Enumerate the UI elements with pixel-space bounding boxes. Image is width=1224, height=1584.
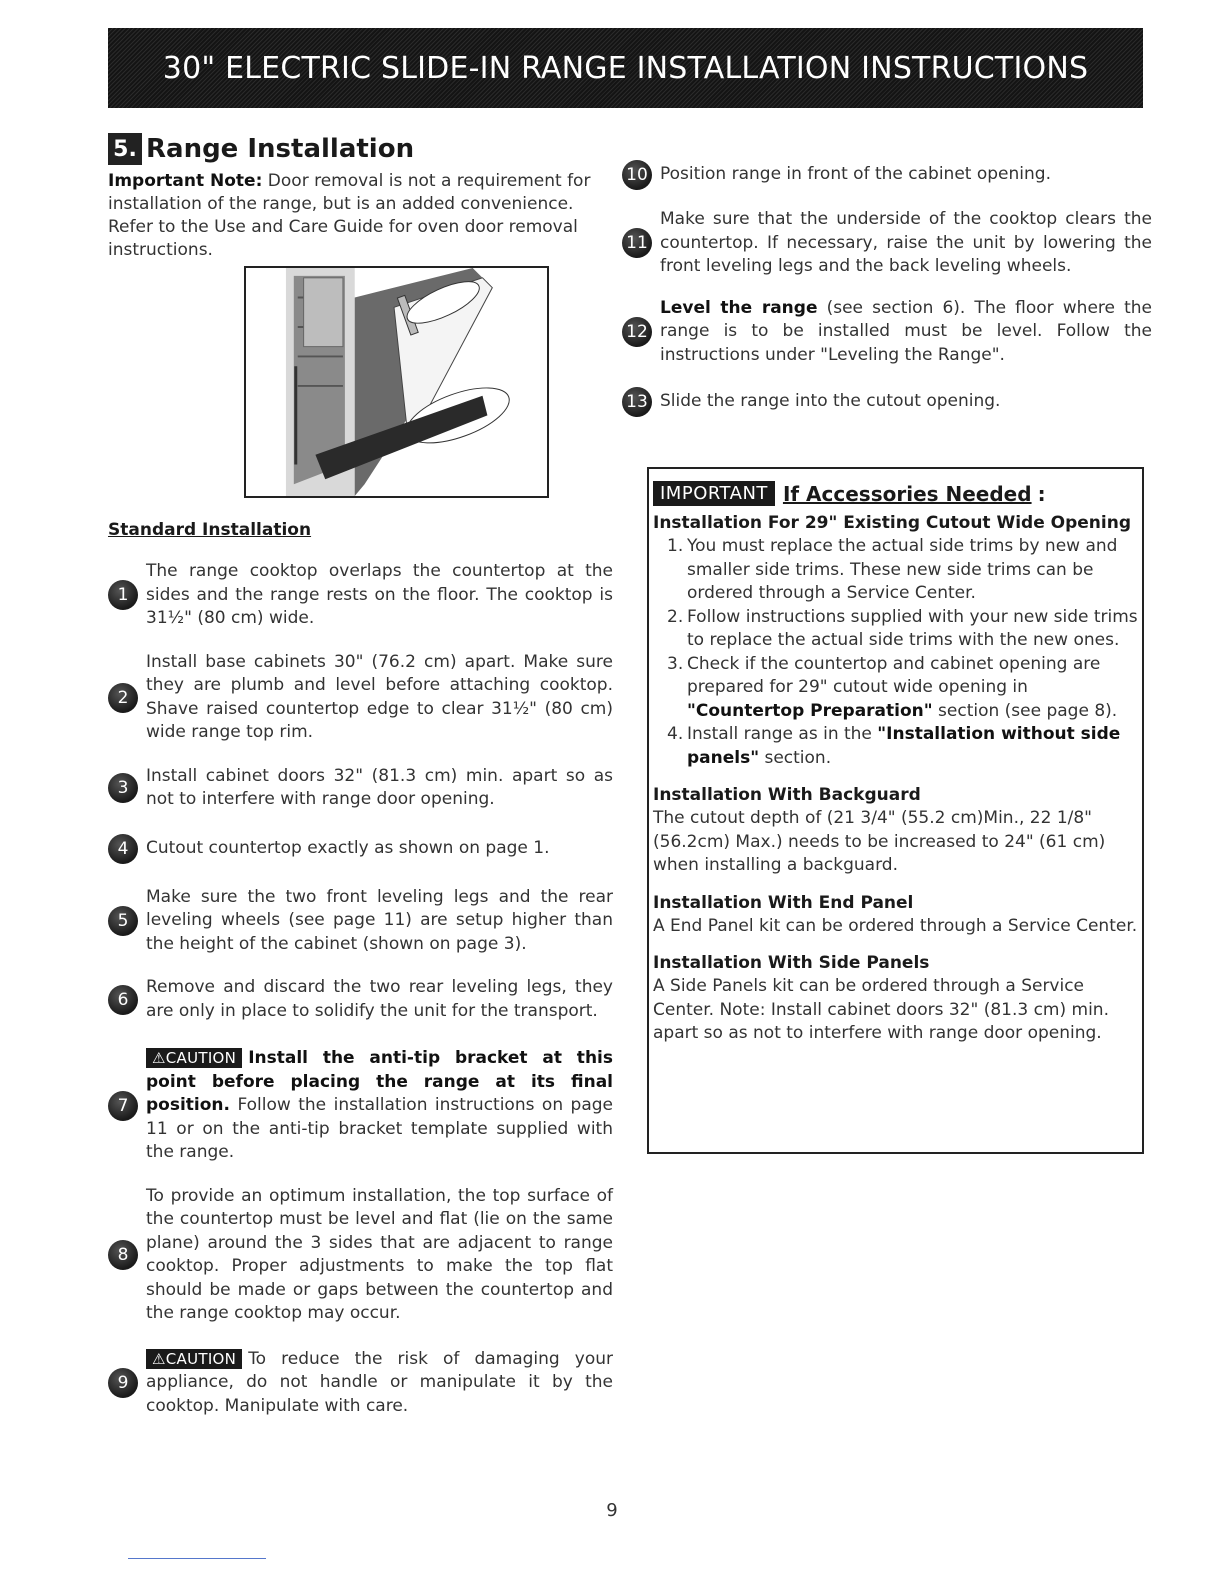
step-text [146, 1047, 613, 1165]
caution-badge: ⚠CAUTION [146, 1048, 242, 1068]
step-detail: To reduce the risk of damaging your appliance, do not handle or manipulate it by the cooktop. Manipulate with care. [146, 1348, 613, 1416]
step-number: 3 [108, 773, 138, 803]
step-number: 4 [108, 834, 138, 864]
cutout-list [653, 535, 1138, 770]
step-detail: (see section 6). The floor where the range is to be installed must be level. Follow the instructions under "Leveling the Range". [660, 297, 1153, 365]
step-6 [108, 976, 613, 1023]
accessories-title-colon: : [1037, 481, 1046, 506]
step-text: Position range in front of the cabinet opening. [660, 164, 1051, 185]
step-number: 8 [108, 1240, 138, 1270]
section-title: Range Installation [146, 134, 415, 164]
door-removal-illustration [244, 266, 549, 498]
end-panel-heading: Installation With End Panel [653, 892, 914, 913]
cutout-heading: Installation For 29" Existing Cutout Wide Opening [653, 513, 1132, 533]
caution-badge: ⚠CAUTION [146, 1349, 242, 1369]
step-number: 13 [622, 387, 652, 417]
step-bold-text: Install the anti-tip bracket at this point before placing the range at its final position. [146, 1048, 613, 1115]
left-column [108, 130, 613, 1418]
step-detail: Follow the installation instructions on page 11 or on the anti-tip bracket template supplied with the range. [146, 1095, 614, 1162]
header-banner [108, 28, 1143, 108]
list-item: 4. Install range as in the "Installation without side panels" section. [667, 724, 1121, 768]
backguard-text: The cutout depth of (21 3/4" (55.2 cm)Min., 22 1/8" (56.2cm) Max.) needs to be increased to 24" (61 cm) when installing a backguard. [653, 808, 1106, 875]
step-1 [108, 560, 613, 631]
step-text [660, 297, 1152, 368]
right-column [622, 160, 1152, 417]
step-number: 10 [622, 160, 652, 190]
step-number: 11 [622, 228, 652, 258]
accessories-box-header [653, 481, 1138, 506]
backguard-heading: Installation With Backguard [653, 785, 921, 805]
step-10 [622, 160, 1152, 190]
step-number: 5 [108, 906, 138, 936]
accessories-box [647, 467, 1144, 1154]
accessories-title: If Accessories Needed [782, 481, 1032, 506]
step-number: 12 [622, 317, 652, 347]
step-number: 2 [108, 683, 138, 713]
step-3 [108, 765, 613, 812]
step-text: Slide the range into the cutout opening. [660, 391, 1001, 412]
important-note [108, 170, 613, 262]
step-5 [108, 886, 613, 957]
step-text [146, 1348, 613, 1419]
step-text: Make sure the two front leveling legs and the rear leveling wheels (see page 11) are setup higher than the height of the cabinet (shown on page 3). [146, 886, 613, 954]
list-item: 2. Follow instructions supplied with your new side trims to replace the actual side trims with the new ones. [667, 606, 1138, 650]
step-text: To provide an optimum installation, the top surface of the countertop must be level and flat (lie on the same plane) around the 3 sides that are adjacent to range cooktop. Proper adjustments to make the top flat should be made or gaps between the countertop and the range cooktop may occur. [146, 1185, 613, 1323]
step-text: Cutout countertop exactly as shown on page 1. [146, 837, 550, 858]
list-item: 1. You must replace the actual side trims by new and smaller side trims. These new side trims can be ordered through a Service Center. [667, 536, 1118, 603]
footer-divider [128, 1558, 266, 1559]
step-4 [108, 834, 613, 864]
page-number: 9 [606, 1500, 618, 1521]
step-7 [108, 1047, 613, 1165]
side-panels-heading: Installation With Side Panels [653, 953, 930, 973]
page-title: 30" ELECTRIC SLIDE-IN RANGE INSTALLATION INSTRUCTIONS [162, 50, 1089, 86]
section-heading [108, 130, 613, 168]
step-bold-text: Level the range [660, 297, 818, 318]
step-number: 9 [108, 1368, 138, 1398]
step-8 [108, 1185, 613, 1326]
step-number: 7 [108, 1091, 138, 1121]
step-text: Install base cabinets 30" (76.2 cm) apart. Make sure they are plumb and level before attaching cooktop. Shave raised countertop edge to clear 31½" (80 cm) wide range top rim. [146, 651, 613, 742]
step-text: The range cooktop overlaps the countertop at the sides and the range rests on the floor. The cooktop is 31½" (80 cm) wide. [146, 561, 613, 628]
step-2 [108, 651, 613, 745]
step-number: 1 [108, 580, 138, 610]
list-item: 3. Check if the countertop and cabinet opening are prepared for 29" cutout wide opening in "Countertop Preparation" section (see page 8). [667, 653, 1118, 721]
step-11 [622, 208, 1152, 279]
step-number: 6 [108, 985, 138, 1015]
note-text: Door removal is not a requirement for installation of the range, but is an added convenience. Refer to the Use and Care Guide for oven door removal instructions. [108, 171, 591, 260]
step-text: Remove and discard the two rear leveling legs, they are only in place to solidify the unit for the transport. [146, 977, 613, 1021]
step-12 [622, 297, 1152, 368]
end-panel-text: A End Panel kit can be ordered through a Service Center. [653, 915, 1138, 936]
step-text: Install cabinet doors 32" (81.3 cm) min. apart so as not to interfere with range door opening. [146, 765, 613, 809]
side-panels-text: A Side Panels kit can be ordered through a Service Center. Note: Install cabinet doors 32" (81.3 cm) min. apart so as not to interfere with range door opening. [653, 976, 1109, 1043]
section-number-badge: 5. [108, 133, 142, 165]
oven-door-drawing [246, 268, 547, 496]
step-text: Make sure that the underside of the cooktop clears the countertop. If necessary, raise the unit by lowering the front leveling legs and the back leveling wheels. [660, 209, 1152, 276]
standard-installation-heading: Standard Installation [108, 520, 312, 540]
step-9 [108, 1348, 613, 1419]
important-badge: IMPORTANT [653, 481, 775, 506]
note-label: Important Note: [108, 171, 263, 191]
step-13 [622, 387, 1152, 417]
